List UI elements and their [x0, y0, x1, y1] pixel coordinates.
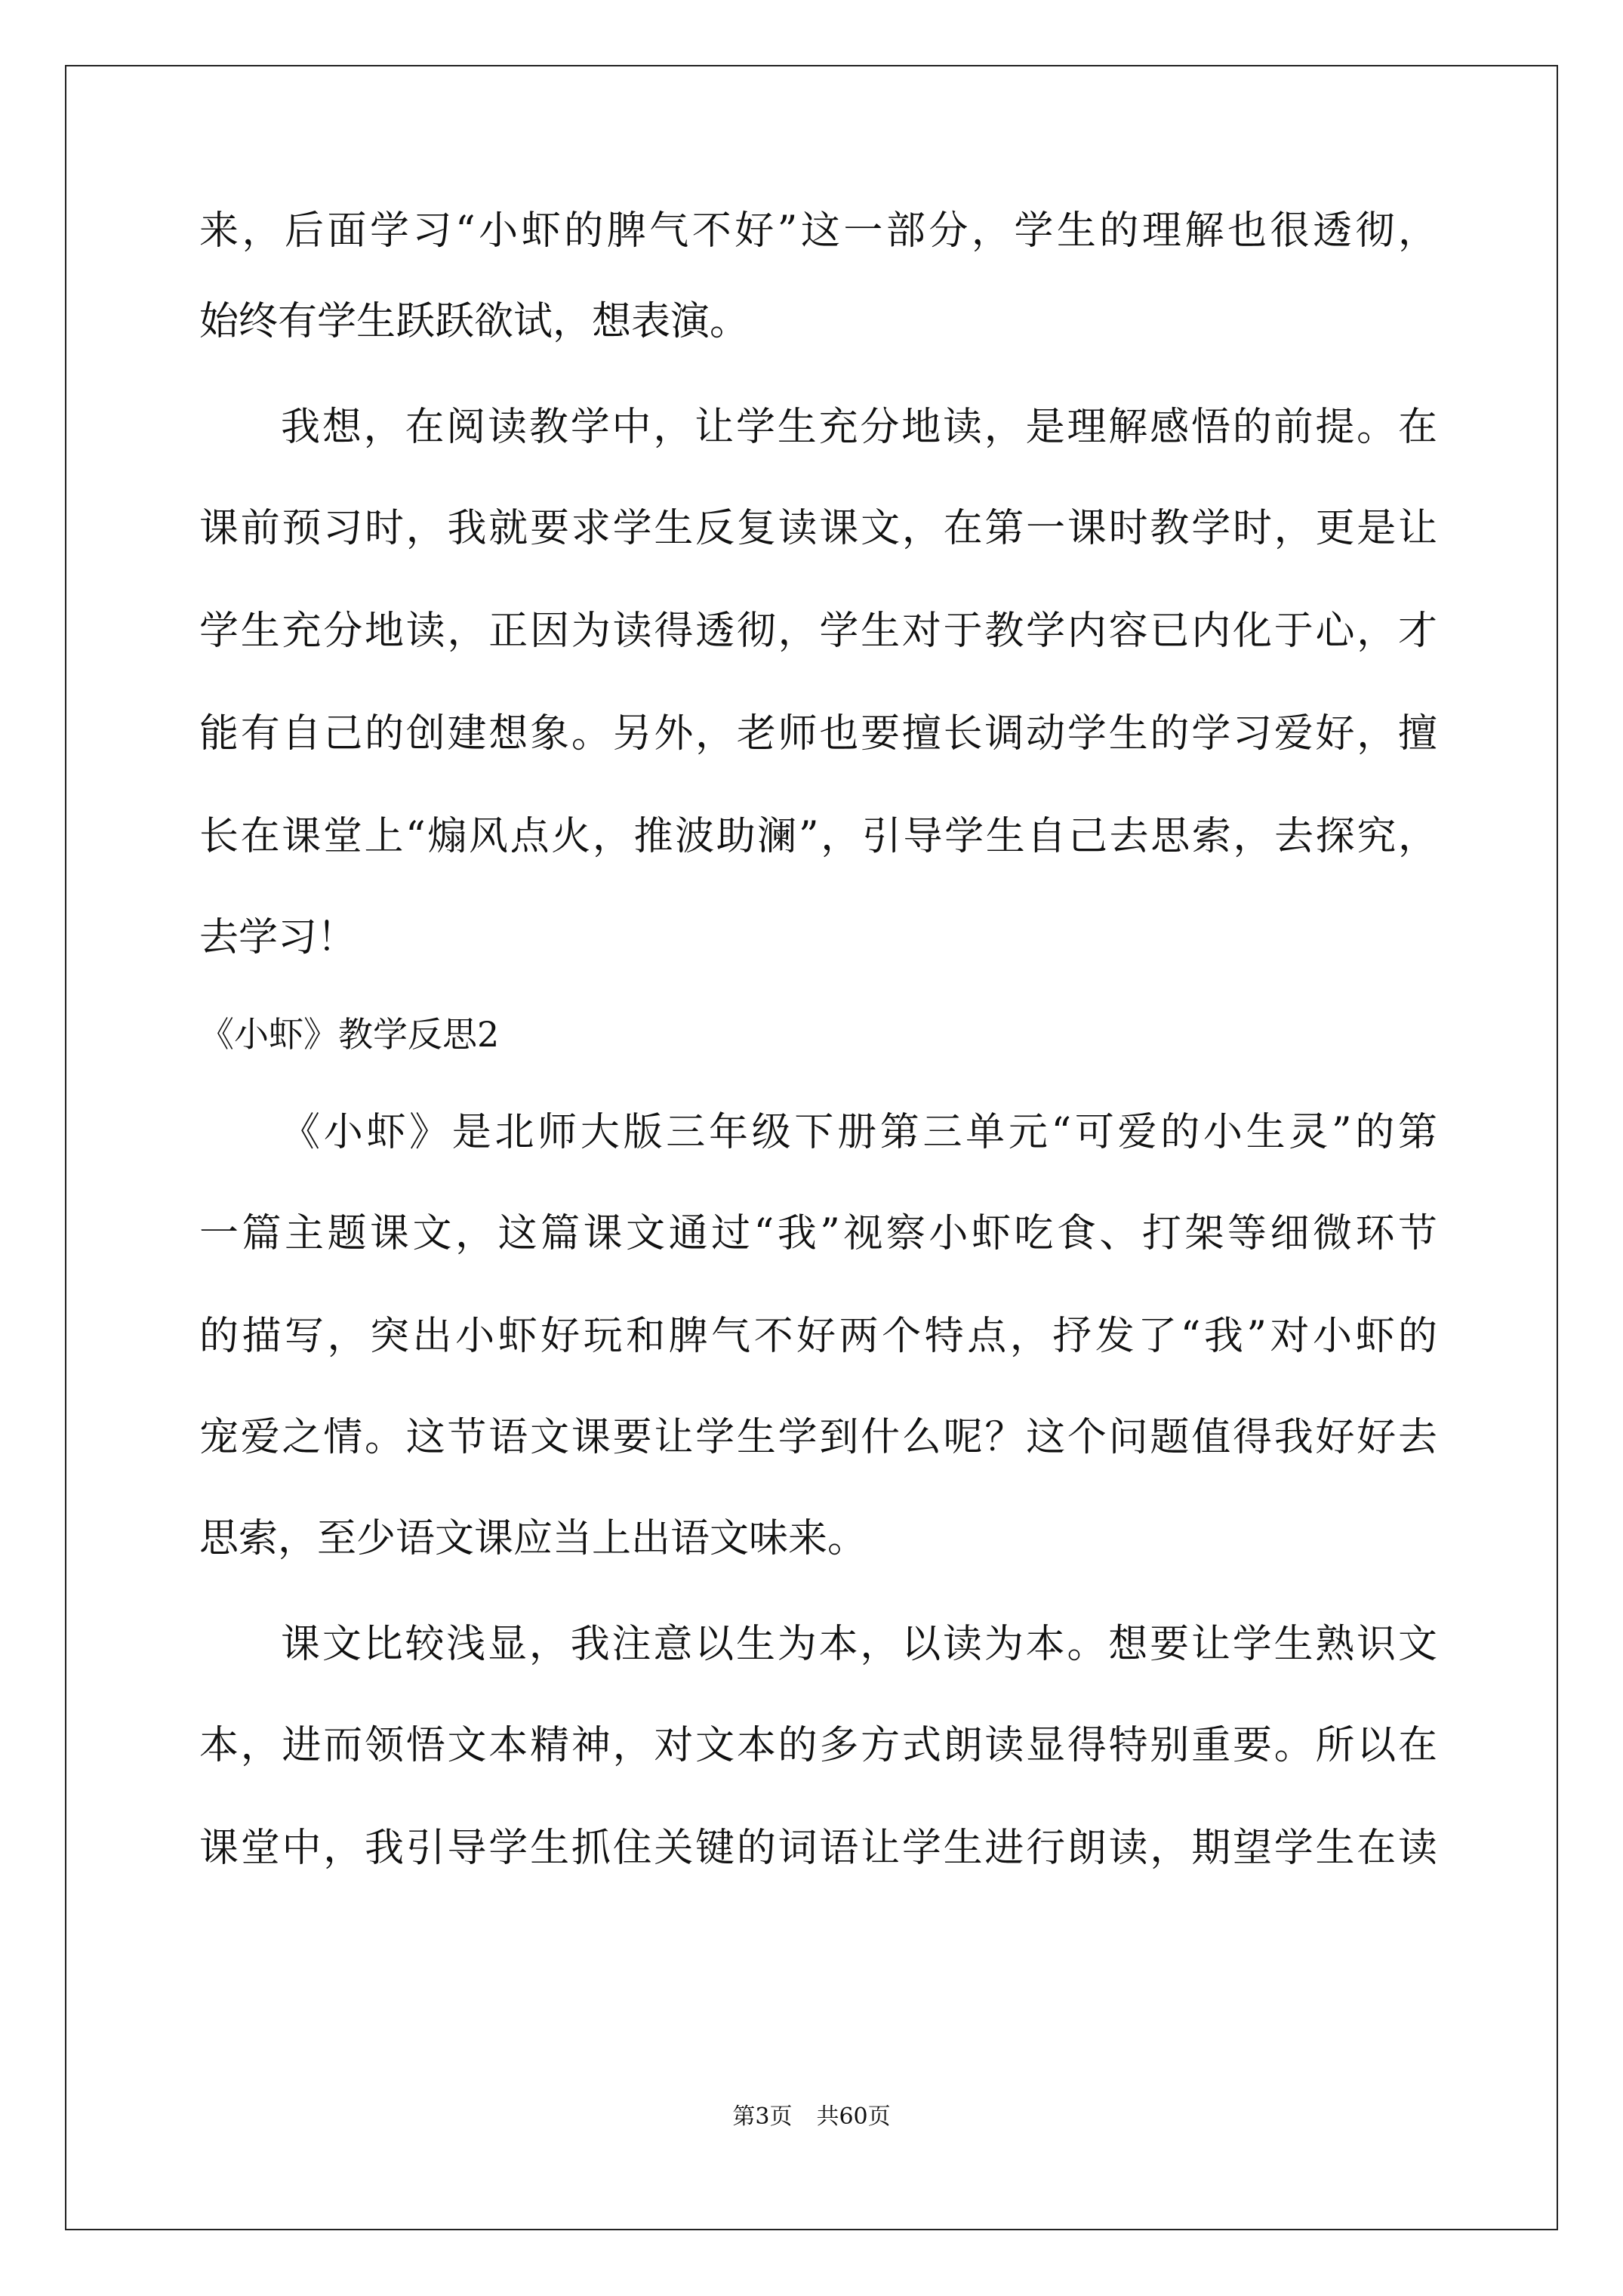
text-line: 长在课堂上“煽风点火，推波助澜”，引导学生自己去思索，去探究，	[199, 814, 1437, 859]
page-total: 共60页	[816, 2103, 891, 2130]
section-heading: 《小虾》教学反思2	[199, 1014, 500, 1055]
text-line: 思索，至少语文课应当上出语文味来。	[199, 1516, 867, 1561]
text-line: 课前预习时，我就要求学生反复读课文，在第一课时教学时，更是让	[199, 506, 1437, 551]
text-line: 课文比较浅显，我注意以生为本，以读为本。想要让学生熟识文	[281, 1622, 1437, 1667]
text-line: 的描写，突出小虾好玩和脾气不好两个特点，抒发了“我”对小虾的	[199, 1314, 1437, 1359]
text-line: 来，后面学习“小虾的脾气不好”这一部分，学生的理解也很透彻，	[199, 208, 1437, 254]
text-line: 本，进而领悟文本精神，对文本的多方式朗读显得特别重要。所以在	[199, 1723, 1437, 1768]
text-line: 课堂中，我引导学生抓住关键的词语让学生进行朗读，期望学生在读	[199, 1826, 1437, 1871]
page-footer	[0, 2103, 1623, 2131]
text-line: 一篇主题课文，这篇课文通过“我”视察小虾吃食、打架等细微环节	[199, 1211, 1437, 1256]
text-line: 始终有学生跃跃欲试，想表演。	[199, 299, 750, 344]
text-line: 学生充分地读，正因为读得透彻，学生对于教学内容已内化于心，才	[199, 609, 1437, 654]
text-line: 去学习！	[199, 915, 357, 960]
text-line: 能有自己的创建想象。另外，老师也要擅长调动学生的学习爱好，擅	[199, 711, 1437, 757]
text-line: 我想，在阅读教学中，让学生充分地读，是理解感悟的前提。在	[281, 405, 1437, 450]
text-line: 宠爱之情。这节语文课要让学生学到什么呢？这个问题值得我好好去	[199, 1415, 1437, 1460]
text-line: 《小虾》是北师大版三年级下册第三单元“可爱的小生灵”的第	[281, 1110, 1437, 1155]
page-number: 第3页	[732, 2103, 793, 2130]
